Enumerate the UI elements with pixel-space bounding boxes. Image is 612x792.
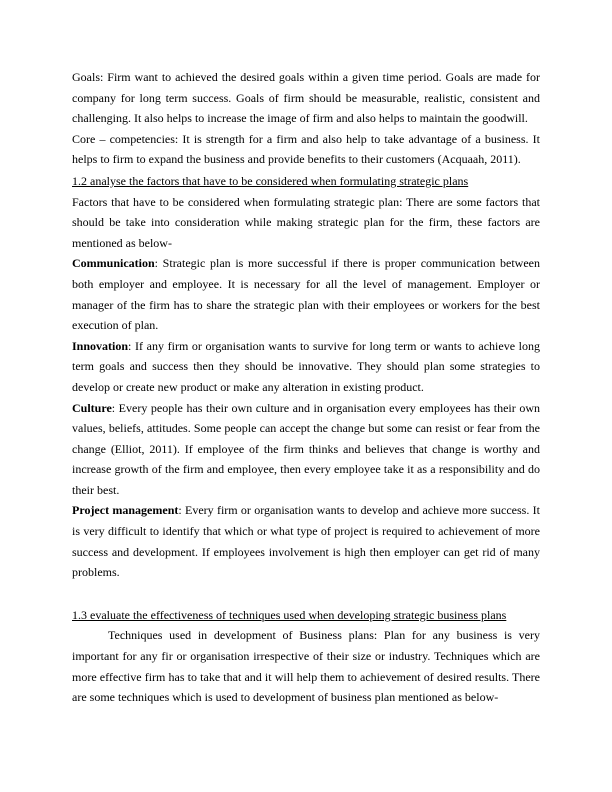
factor-text: : Every firm or organisation wants to develop and achieve more success. It is very difficult to identify that which or what type of project is required to achievement of more success and development. If employees involvement is high then employer can get rid of many problems. (72, 503, 540, 580)
techniques-paragraph: Techniques used in development of Business plans: Plan for any business is very important for any fir or organisation irrespective of their size or industry. Techniques which are more effective firm has to take that and it will help them to achievement of desired results. There are some techniques which is used to development of business plan mentioned as below- (72, 628, 540, 705)
factor-text: : If any firm or organisation wants to survive for long term or wants to achieve long term goals and success then they should be innovative. They should plan some strategies to develop or create new product or make any alteration in existing product. (72, 338, 540, 394)
factor-communication (72, 253, 540, 335)
section-1-2-heading: 1.2 analyse the factors that have to be considered when formulating strategic plans (72, 173, 469, 188)
factor-term: Innovation (72, 338, 129, 353)
factor-project-management (72, 500, 540, 582)
factor-term: Project management (72, 503, 179, 518)
factor-term: Culture (72, 400, 112, 415)
factor-term: Communication (72, 256, 155, 271)
factor-text: : Every people has their own culture and in organisation every employees has their own values, beliefs, attitudes. Some people can accept the change but some can resist or fear from the change (Elliot, 2011). If employee of the firm thinks and believes that change is worthy and increase growth of the firm and employee, then every employee take it as a responsibility and do their best. (72, 400, 540, 497)
blank-line (72, 583, 540, 604)
factor-text: : Strategic plan is more successful if there is proper communication between both employer and employee. It is necessary for all the level of management. Employer or manager of the firm has to share the strategic plan with their employees or workers for the best execution of plan. (72, 256, 540, 333)
factors-intro-paragraph: Factors that have to be considered when formulating strategic plan: There are some factors that should be take into consideration while making strategic plan for the firm, these factors are mentioned as below- (72, 194, 540, 250)
core-competencies-paragraph: Core – competencies: It is strength for a firm and also help to take advantage of a business. It helps to firm to expand the business and provide benefits to their customers (Acquaah, 2011). (72, 131, 540, 167)
factor-innovation (72, 336, 540, 398)
factor-culture (72, 398, 540, 501)
goals-paragraph: Goals: Firm want to achieved the desired goals within a given time period. Goals are made for company for long term success. Goals of firm should be measurable, realistic, consistent and challenging. It also helps to increase the image of firm and also helps to maintain the goodwill. (72, 70, 540, 126)
section-1-3-heading: 1.3 evaluate the effectiveness of techniques used when developing strategic business plans (72, 607, 507, 622)
